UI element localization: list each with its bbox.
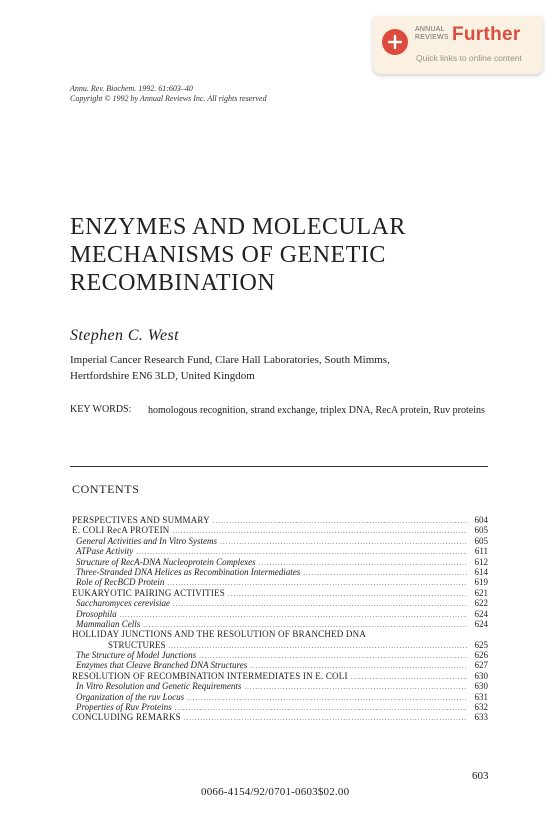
toc-entry[interactable] [72, 598, 488, 608]
toc-leader-dots [173, 599, 467, 609]
toc-entry[interactable] [72, 588, 488, 598]
toc-entry-page: 632 [474, 702, 488, 713]
badge-subtitle: Quick links to online content [416, 53, 522, 63]
toc-entry-page: 612 [474, 556, 488, 567]
toc-leader-dots [120, 610, 467, 620]
toc-entry-title: Properties of Ruv Proteins [76, 702, 172, 713]
contents-heading: CONTENTS [72, 482, 140, 496]
author-name: Stephen C. West [70, 327, 179, 344]
toc-entry-title: Enzymes that Cleave Branched DNA Structures [76, 660, 248, 671]
toc-entry[interactable] [72, 660, 488, 670]
toc-entry[interactable] [72, 702, 488, 712]
toc-entry-title: Role of RecBCD Protein [76, 577, 165, 588]
toc-entry-title: E. COLI RecA PROTEIN [72, 525, 170, 536]
toc-entry[interactable] [72, 692, 488, 702]
keywords-text: homologous recognition, strand exchange, triplex DNA, RecA protein, Ruv proteins [148, 405, 485, 416]
toc-entry[interactable] [72, 567, 488, 577]
toc-entry-title: Mammalian Cells [76, 618, 141, 629]
toc-entry[interactable] [72, 609, 488, 619]
toc-entry[interactable] [72, 619, 488, 629]
toc-entry-page: 627 [474, 660, 488, 671]
toc-entry[interactable] [72, 577, 488, 587]
toc-entry-title: ATPase Activity [76, 546, 134, 557]
toc-entry-title: RESOLUTION OF RECOMBINATION INTERMEDIATES IN E. COLI [72, 670, 348, 681]
toc-entry-title: Drosophila [76, 608, 117, 619]
journal-citation: Annu. Rev. Biochem. 1992. 61:603–40 Copyright © 1992 by Annual Reviews Inc. All rights reserved [70, 84, 267, 103]
toc-entry-page: 611 [474, 546, 488, 557]
toc-entry-page: 624 [474, 608, 488, 619]
toc-entry-title: CONCLUDING REMARKS [72, 712, 181, 723]
toc-entry[interactable] [72, 536, 488, 546]
toc-leader-dots [213, 516, 467, 526]
toc-entry[interactable] [72, 671, 488, 681]
toc-entry[interactable] [72, 525, 488, 535]
toc-entry-title: Structure of RecA-DNA Nucleoprotein Complexes [76, 556, 256, 567]
toc-leader-dots [228, 589, 467, 599]
toc-leader-dots [244, 682, 467, 692]
toc-entry-title: EUKARYOTIC PAIRING ACTIVITIES [72, 587, 225, 598]
issn-code: 0066-4154/92/0701-0603$02.00 [201, 786, 350, 798]
divider-rule [70, 466, 488, 467]
toc-entry-page: 614 [474, 566, 488, 577]
toc-entry[interactable] [72, 515, 488, 525]
toc-entry[interactable] [72, 546, 488, 556]
plus-arrow-icon [382, 29, 408, 55]
toc-entry-page: 631 [474, 691, 488, 702]
toc-entry-title: STRUCTURES [108, 639, 166, 650]
toc-entry[interactable] [72, 629, 488, 639]
toc-entry-page: 605 [474, 525, 488, 536]
toc-entry-page: 622 [474, 598, 488, 609]
toc-entry-page: 619 [474, 577, 488, 588]
table-of-contents [72, 515, 488, 723]
toc-entry-title: General Activities and In Vitro Systems [76, 535, 218, 546]
toc-entry-page: 625 [474, 639, 488, 650]
toc-entry-title: In Vitro Resolution and Genetic Requirements [76, 681, 242, 692]
toc-entry-title: PERSPECTIVES AND SUMMARY [72, 515, 210, 525]
badge-brand: ANNUAL REVIEWS [415, 26, 449, 41]
toc-entry-title: HOLLIDAY JUNCTIONS AND THE RESOLUTION OF BRANCHED DNA [72, 629, 367, 640]
toc-entry-title: The Structure of Model Junctions [76, 650, 197, 661]
toc-entry[interactable] [72, 650, 488, 660]
toc-leader-dots [303, 568, 467, 578]
toc-entry-page: 626 [474, 650, 488, 661]
toc-entry-page: 621 [474, 587, 488, 598]
toc-entry-title: Saccharomyces cerevisiae [76, 598, 171, 609]
toc-entry-page: 633 [474, 712, 488, 723]
article-title: ENZYMES AND MOLECULAR MECHANISMS OF GENETIC RECOMBINATION [70, 214, 406, 296]
toc-entry-page: 630 [474, 681, 488, 692]
toc-entry-page: 630 [474, 670, 488, 681]
toc-entry-title: Three-Stranded DNA Helices as Recombination Intermediates [76, 566, 301, 577]
badge-further-label: Further [452, 24, 521, 45]
toc-leader-dots [169, 641, 467, 651]
author-affiliation: Imperial Cancer Research Fund, Clare Hall Laboratories, South Mimms, Hertfordshire EN6 3LD, United Kingdom [70, 354, 390, 382]
toc-leader-dots [187, 693, 467, 703]
toc-entry-title: Organization of the ruv Locus [76, 691, 185, 702]
toc-entry[interactable] [72, 557, 488, 567]
toc-entry-page: 605 [474, 535, 488, 546]
page-number: 603 [472, 770, 489, 782]
toc-entry[interactable] [72, 640, 488, 650]
toc-entry-page: 604 [474, 515, 488, 525]
annual-reviews-further-badge[interactable] [373, 16, 543, 74]
toc-leader-dots [175, 703, 467, 713]
toc-leader-dots [184, 713, 467, 723]
toc-leader-dots [220, 537, 467, 547]
toc-entry[interactable] [72, 712, 488, 722]
toc-entry[interactable] [72, 681, 488, 691]
keywords-label: KEY WORDS: [70, 404, 132, 415]
toc-entry-page: 624 [474, 618, 488, 629]
toc-leader-dots [351, 672, 467, 682]
